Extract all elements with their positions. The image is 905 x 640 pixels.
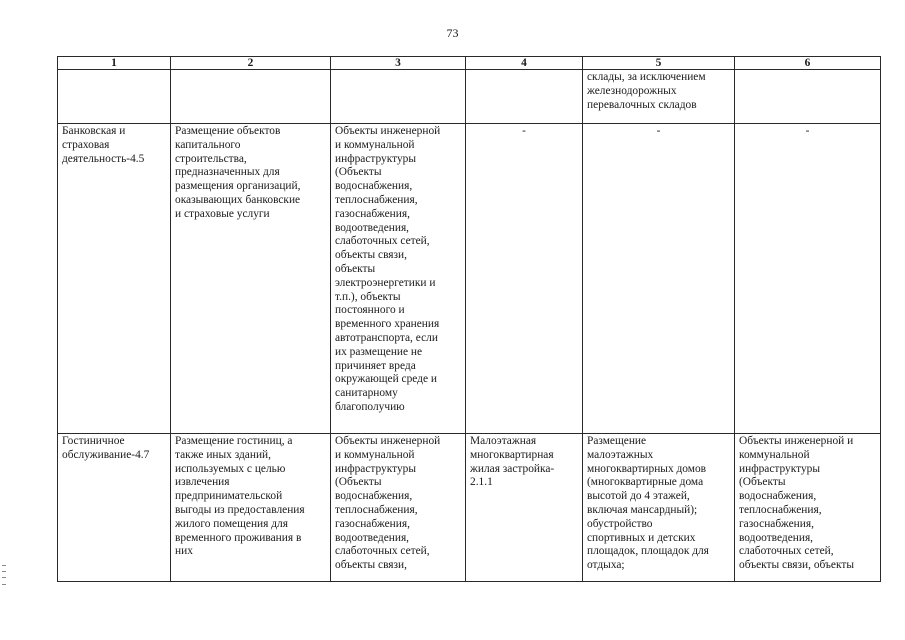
- table-cell: [331, 124, 466, 434]
- table-cell: [735, 70, 881, 124]
- table-row-hotel: [58, 434, 881, 582]
- cell-text: Размещение малоэтажных многоквартирных домов (многоквартирные дома высотой до 4 этажей, включая мансардный); обустройство спортивных и детских площадок, площадок для отдыха;: [587, 435, 709, 572]
- table-cell: [58, 70, 171, 124]
- table-cell: [466, 70, 583, 124]
- cell-text: Банковская и страховая деятельность-4.5: [62, 125, 145, 165]
- table-row-continuation: [58, 70, 881, 124]
- table-cell: [331, 434, 466, 582]
- table-cell: [735, 434, 881, 582]
- cell-text: Объекты инженерной и коммунальной инфраструктуры (Объекты водоснабжения, теплоснабжения, газоснабжения, водоотведения, слаботочных сетей, объекты связи, объекты электроэнергетики и т.п.), объекты постоянного и временного хранения автотранспорта, если их размещение не причиняет вреда окружающей среде и санитарному благополучию: [335, 125, 441, 413]
- table-cell: [58, 124, 171, 434]
- table-cell: [331, 70, 466, 124]
- cell-text: -: [522, 125, 526, 137]
- table-cell: [58, 434, 171, 582]
- cell-text: Размещение объектов капитального строительства, предназначенных для размещения организаций, оказывающих банковские и страховые услуги: [175, 125, 301, 220]
- zoning-table: [57, 56, 881, 582]
- table-header-row: [58, 57, 881, 70]
- cell-text: Гостиничное обслуживание-4.7: [62, 435, 150, 461]
- cell-text: -: [656, 125, 661, 137]
- cell-text: Размещение гостиниц, а также иных зданий, используемых с целью извлечения предпринимательской выгоды из предоставления жилого помещения для временного проживания в них: [175, 435, 305, 558]
- table-cell: [466, 434, 583, 582]
- cell-text: склады, за исключением железнодорожных перевалочных складов: [587, 71, 706, 111]
- table-cell: [583, 434, 735, 582]
- table-cell: [735, 124, 881, 434]
- column-header-5: 5: [583, 57, 735, 70]
- table-cell: [583, 124, 735, 434]
- cell-text: Объекты инженерной и коммунальной инфраструктуры (Объекты водоснабжения, теплоснабжения, газоснабжения, водоотведения, слаботочных сетей, объекты связи, объекты: [739, 435, 854, 572]
- cell-text: Объекты инженерной и коммунальной инфраструктуры (Объекты водоснабжения, теплоснабжения, газоснабжения, водоотведения, слаботочных сетей, объекты связи,: [335, 435, 441, 572]
- column-header-6: 6: [735, 57, 881, 70]
- table-row-banking: [58, 124, 881, 434]
- table-cell: [171, 70, 331, 124]
- column-header-2: 2: [171, 57, 331, 70]
- column-header-4: 4: [466, 57, 583, 70]
- cell-text: -: [805, 125, 810, 137]
- cell-text: Малоэтажная многоквартирная жилая застройка- 2.1.1: [470, 435, 555, 489]
- table-cell: [171, 124, 331, 434]
- table-cell: [466, 124, 583, 434]
- scan-margin-mark: [2, 565, 6, 585]
- column-header-1: 1: [58, 57, 171, 70]
- page-number: 73: [446, 26, 459, 40]
- column-header-3: 3: [331, 57, 466, 70]
- table-cell: [171, 434, 331, 582]
- table-cell: [583, 70, 735, 124]
